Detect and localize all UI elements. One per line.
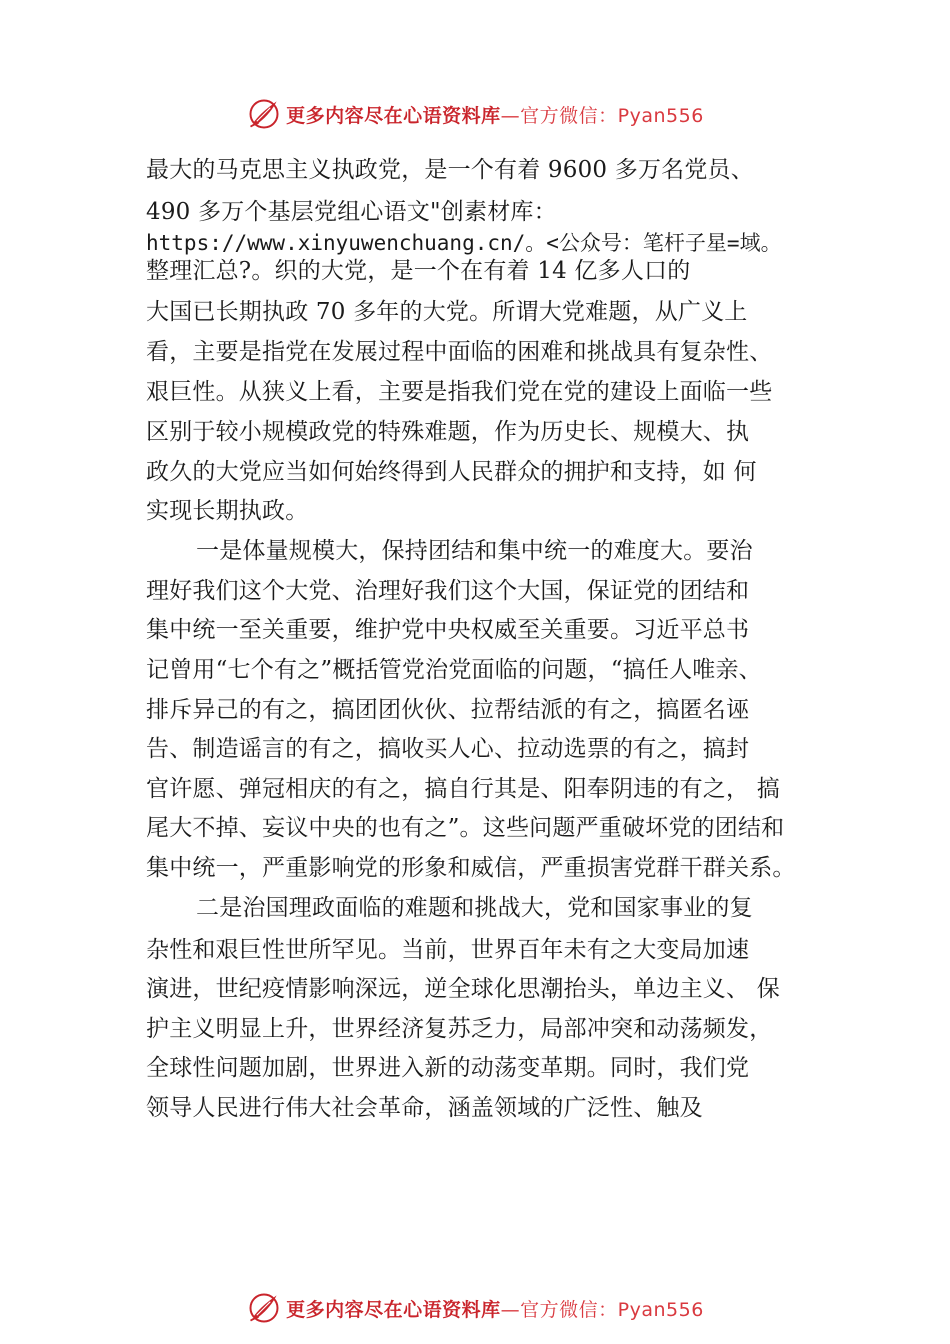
text-line: 整理汇总?。织的大党，是一个在有着 14 亿多人口的 — [146, 258, 691, 284]
text-line: 排斥异己的有之，搞团团伙伙、拉帮结派的有之，搞匿名诬 — [146, 697, 750, 723]
text-line: 理好我们这个大党、治理好我们这个大国，保证党的团结和 — [146, 578, 750, 604]
banner-title: 更多内容尽在心语资料库 — [286, 104, 501, 127]
footer-banner — [0, 1288, 950, 1328]
text-line: 领导人民进行伟大社会革命，涵盖领域的广泛性、触及 — [146, 1095, 703, 1121]
text-line: 告、制造谣言的有之，搞收买人心、拉动选票的有之，搞封 — [146, 736, 750, 762]
text-line: 记曾用“七个有之”概括管党治党面临的问题，“搞任人唯亲、 — [146, 657, 762, 683]
banner-wechat: —官方微信：Pyan556 — [500, 1298, 704, 1321]
text-line: 最大的马克思主义执政党，是一个有着 9600 多万名党员、 — [146, 157, 754, 183]
text-line: 全球性问题加剧，世界进入新的动荡变革期。同时，我们党 — [146, 1055, 750, 1081]
text-line: 杂性和艰巨性世所罕见。当前，世界百年未有之大变局加速 — [146, 937, 750, 963]
text-line: 区别于较小规模政党的特殊难题，作为历史长、规模大、执 — [146, 419, 750, 445]
text-line: 大国已长期执政 70 多年的大党。所谓大党难题，从广义上 — [146, 299, 748, 325]
text-line: 官许愿、弹冠相庆的有之，搞自行其是、阳奉阴违的有之， 搞 — [146, 776, 780, 802]
text-line: 看，主要是指党在发展过程中面临的困难和挑战具有复杂性、 — [146, 339, 773, 365]
banner-wechat: —官方微信：Pyan556 — [500, 104, 704, 127]
text-line: 演进，世纪疫情影响深远，逆全球化思潮抬头，单边主义、 保 — [146, 976, 780, 1002]
text-line: 集中统一，严重影响党的形象和威信，严重损害党群干群关系。 — [146, 855, 796, 881]
text-line: 护主义明显上升，世界经济复苏乏力，局部冲突和动荡频发， — [146, 1016, 773, 1042]
header-banner — [0, 94, 950, 134]
pen-logo-icon — [246, 96, 282, 132]
text-line: https://www.xinyuwenchuang.cn/。<公众号：笔杆子星=域。 — [146, 231, 782, 255]
banner-title: 更多内容尽在心语资料库 — [286, 1298, 501, 1321]
text-line: 艰巨性。从狭义上看，主要是指我们党在党的建设上面临一些 — [146, 379, 773, 405]
text-line: 政久的大党应当如何始终得到人民群众的拥护和支持，如 何 — [146, 459, 757, 485]
paragraph-start-line: 二是治国理政面临的难题和挑战大，党和国家事业的复 — [196, 895, 753, 921]
text-line: 490 多万个基层党组心语文"创素材库： — [146, 199, 557, 225]
text-line: 集中统一至关重要，维护党中央权威至关重要。习近平总书 — [146, 617, 750, 643]
pen-logo-icon — [246, 1290, 282, 1326]
paragraph-start-line: 一是体量规模大，保持团结和集中统一的难度大。要治 — [196, 538, 753, 564]
text-line: 尾大不掉、妄议中央的也有之”。这些问题严重破坏党的团结和 — [146, 815, 785, 841]
text-line: 实现长期执政。 — [146, 498, 309, 524]
